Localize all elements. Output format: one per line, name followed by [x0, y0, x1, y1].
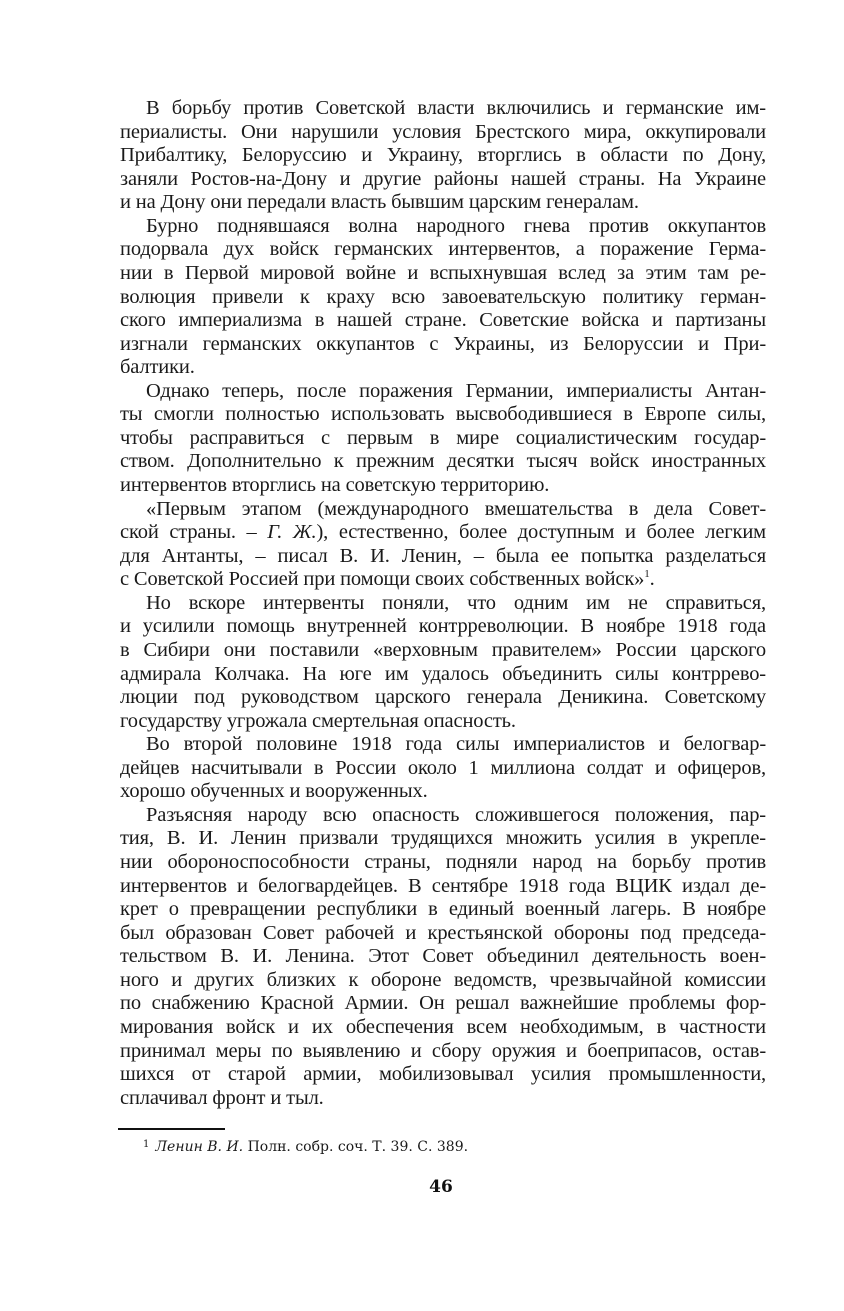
text-segment: с Советской Россией при помощи своих собственных войск» — [120, 568, 645, 591]
text-line: волюция привели к краху всю завоевательскую политику герман- — [120, 285, 766, 308]
footnote-number: 1 — [143, 1139, 150, 1150]
footnote-citation: Полн. собр. соч. Т. 39. С. 389. — [247, 1139, 469, 1155]
paragraph-2 — [120, 215, 766, 380]
text-line — [120, 568, 766, 592]
text-line: Но вскоре интервенты поняли, что одним им не справиться, — [146, 591, 766, 614]
footnote-reference[interactable]: 1 — [644, 568, 650, 581]
text-line: чтобы расправиться с первым в мире социалистическим государ- — [120, 426, 766, 449]
text-line: шихся от старой армии, мобилизовывал усилия промышленности, — [120, 1063, 766, 1086]
paragraph-3 — [120, 380, 766, 498]
text-line: адмирала Колчака. На юге им удалось объединить силы контррево- — [120, 662, 766, 685]
footnote-author: Ленин В. И. — [155, 1139, 244, 1155]
paragraph-6 — [120, 733, 766, 804]
text-line: интервентов и белогвардейцев. В сентябре 1918 года ВЦИК издал де- — [120, 874, 766, 897]
text-line: по снабжению Красной Армии. Он решал важнейшие проблемы фор- — [120, 992, 766, 1015]
text-line — [120, 521, 766, 545]
text-line: ством. Дополнительно к прежним десятки тысяч войск иностранных — [120, 450, 766, 473]
text-line: принимал меры по выявлению и сбору оружия и боеприпасов, остав- — [120, 1039, 766, 1062]
paragraph-1 — [120, 97, 766, 215]
text-line: Разъясняя народу всю опасность сложившегося положения, пар- — [146, 803, 766, 826]
text-line: хорошо обученных и вооруженных. — [120, 780, 428, 803]
text-line: и на Дону они передали власть бывшим царским генералам. — [120, 191, 639, 214]
text-line: ского империализма в нашей стране. Советские войска и партизаны — [120, 309, 766, 332]
text-line: заняли Ростов-на-Дону и другие районы нашей страны. На Украине — [120, 167, 766, 190]
text-line: Бурно поднявшаяся волна народного гнева против оккупантов — [146, 214, 766, 237]
text-line: Во второй половине 1918 года силы империалистов и белогвар- — [146, 733, 766, 756]
footnote — [143, 1136, 468, 1156]
text-line: государству угрожала смертельная опасность. — [120, 709, 516, 732]
text-line: интервентов вторглись на советскую территорию. — [120, 474, 550, 496]
author-initials-italic: Г. Ж. — [267, 521, 317, 544]
text-line: В борьбу против Советской власти включились и германские им- — [146, 97, 766, 119]
text-line: люции под руководством царского генерала Деникина. Советскому — [120, 686, 766, 709]
text-segment: ), естественно, более доступным и более легким — [316, 521, 767, 544]
text-line: нии в Первой мировой войне и вспыхнувшая вслед за этим там ре- — [120, 261, 766, 284]
text-line: Однако теперь, после поражения Германии, империалисты Антан- — [146, 379, 766, 402]
text-segment: ской страны. – — [120, 521, 268, 544]
text-line: «Первым этапом (международного вмешательства в дела Совет- — [146, 497, 766, 520]
text-segment: . — [649, 568, 655, 591]
text-line: тия, В. И. Ленин призвали трудящихся множить усилия в укрепле- — [120, 827, 766, 850]
text-line: сплачивал фронт и тыл. — [120, 1086, 324, 1109]
text-line: в Сибири они поставили «верховным правителем» России царского — [120, 638, 766, 661]
paragraph-7 — [120, 804, 766, 1110]
text-line: для Антанты, – писал В. И. Ленин, – была ее попытка разделаться — [120, 544, 766, 567]
paragraph-4-lenin-quote — [120, 498, 766, 592]
paragraph-5 — [120, 592, 766, 733]
text-line: крет о превращении республики в единый военный лагерь. В ноябре — [120, 898, 766, 921]
text-line: нии обороноспособности страны, подняли народ на борьбу против — [120, 851, 766, 873]
text-line: Прибалтику, Белоруссию и Украину, вторглись в области по Дону, — [120, 144, 766, 167]
text-line: балтики. — [120, 356, 195, 379]
body-text — [120, 97, 766, 1110]
footnote-divider — [118, 1128, 225, 1130]
text-line: тельством В. И. Ленина. Этот Совет объединил деятельность воен- — [120, 945, 766, 968]
page-number: 46 — [429, 1177, 453, 1197]
text-line: дейцев насчитывали в России около 1 миллиона солдат и офицеров, — [120, 756, 766, 779]
text-line: ты смогли полностью использовать высвободившиеся в Европе силы, — [120, 403, 766, 426]
text-line: и усилили помощь внутренней контрреволюции. В ноябре 1918 года — [120, 615, 766, 638]
text-line: периалисты. Они нарушили условия Брестского мира, оккупировали — [120, 120, 766, 143]
text-line: подорвала дух войск германских интервентов, а поражение Герма- — [120, 238, 766, 261]
text-line: изгнали германских оккупантов с Украины, из Белоруссии и При- — [120, 332, 766, 355]
text-line: ного и других близких к обороне ведомств, чрезвычайной комиссии — [120, 968, 766, 991]
text-line: мирования войск и их обеспечения всем необходимым, в частности — [120, 1015, 766, 1038]
text-line: был образован Совет рабочей и крестьянской обороны под председа- — [120, 921, 766, 944]
